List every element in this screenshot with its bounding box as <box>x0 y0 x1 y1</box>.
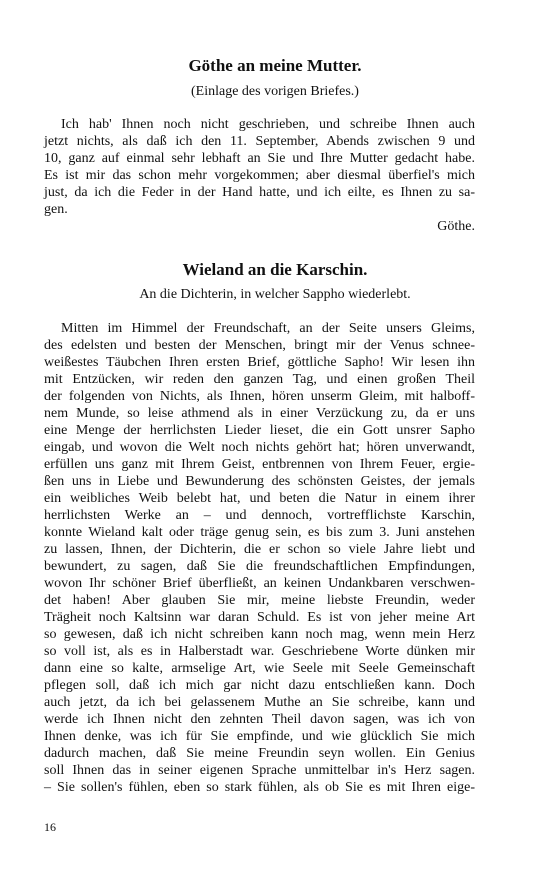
letter2-line: herrlichsten Werke an – und dennoch, vortrefflichste Karschin, <box>44 508 475 523</box>
letter2-line: werde ich Ihnen nicht den zehnten Theil davon sagen, was ich von <box>44 712 475 727</box>
letter1-title: Göthe an meine Mutter. <box>188 56 362 75</box>
letter2-line: so gewesen, daß ich nicht schreiben kann noch mag, wenn mein Herz <box>44 627 475 642</box>
letter2-line: eine Menge der herrlichsten Lieder lieset, die ein Gott unsrer Sapho <box>44 423 475 438</box>
letter2-line: auch jetzt, da ich bei gelassenem Muthe an Sie schreibe, kann und <box>44 695 475 710</box>
letter2-line: soll Ihnen das in seiner eigenen Sprache unmittelbar in's Herz sagen. <box>44 763 475 778</box>
letter2-line: nem Munde, so leise athmend als in einer Verzückung zu, da er uns <box>44 406 475 421</box>
letter2-line: zu lassen, Ihnen, der Dichterin, die er schon so viele Jahre liebt und <box>44 542 475 557</box>
letter1-line: Es ist mir das schon mehr vorgekommen; aber diesmal überfiel's mich <box>44 168 475 183</box>
letter1-line: jetzt nichts, als daß ich den 11. September, Abends zwischen 9 und <box>44 134 475 149</box>
letter2-line: pflegen soll, daß ich mich gar nicht dazu entschließen kann. Doch <box>44 678 475 693</box>
letter1-signature: Göthe. <box>437 219 475 234</box>
letter2-line: konnte Wieland kalt oder träge genug sein, es bis zum 3. Juni anstehen <box>44 525 475 540</box>
letter2-line: dann eine so kalte, armselige Art, wie Seele mit Seele Gemeinschaft <box>44 661 475 676</box>
letter1-line: just, da ich die Feder in der Hand hatte, und ich eilte, es Ihnen zu sa- <box>44 185 475 200</box>
letter2-line: der folgenden von Nichts, als Ihnen, hören unserm Gleim, mit halboff- <box>44 389 475 404</box>
letter2-line: so voll ist, als es in Halberstadt war. Geschriebene Worte dünken mir <box>44 644 475 659</box>
letter2-line: Mitten im Himmel der Freundschaft, an der Seite unsers Gleims, <box>61 321 475 336</box>
letter1-line: Ich hab' Ihnen noch nicht geschrieben, und schreibe Ihnen auch <box>61 117 475 132</box>
letter2-line: mit Entzücken, wir reden den ganzen Tag, und einen großen Theil <box>44 372 475 387</box>
letter2-line: eingab, und wovon die Welt noch nichts gehört hat; hören unverwandt, <box>44 440 475 455</box>
letter2-body <box>44 320 475 796</box>
letter1-subtitle: (Einlage des vorigen Briefes.) <box>191 84 359 99</box>
letter2-line: Trägheit noch Kaltsinn war daran Schuld. Es ist von jeher meine Art <box>44 610 475 625</box>
letter2-line: wovon Ihr schöner Brief überfließt, an keinen Undankbaren verschwen- <box>44 576 475 591</box>
page-number: 16 <box>44 820 56 834</box>
letter2-subtitle: An die Dichterin, in welcher Sappho wiederlebt. <box>139 287 411 302</box>
letter1-line: 10, ganz auf einmal sehr lebhaft an Sie und Ihre Mutter gedacht habe. <box>44 151 475 166</box>
letter2-line: ein weibliches Weib belebt hat, und beten die Natur in einem ihrer <box>44 491 475 506</box>
letter2-line: det haben! Aber glauben Sie mir, meine liebste Freundin, weder <box>44 593 475 608</box>
letter2-line: weißestes Täubchen Ihren ersten Brief, göttliche Sapho! Wir lesen ihn <box>44 355 475 370</box>
letter2-line: dadurch machen, daß Sie meine Freundin seyn wollen. Ein Genius <box>44 746 475 761</box>
letter1-line: gen. <box>44 202 68 217</box>
letter2-title: Wieland an die Karschin. <box>182 260 368 279</box>
letter2-line: erfüllen uns ganz mit Ihrem Geist, entbrennen von Ihrem Feuer, ergie- <box>44 457 475 472</box>
letter2-line: bewundert, zu sagen, daß Sie die freundschaftlichen Empfindungen, <box>44 559 475 574</box>
letter2-line: des edelsten und besten der Menschen, bringt mir der Venus schnee- <box>44 338 475 353</box>
letter1-body <box>44 116 475 218</box>
letter2-line: Ihnen denke, was ich für Sie empfinde, und wie glücklich Sie mich <box>44 729 475 744</box>
letter2-line: ßen uns in Liebe und Bewunderung des schönsten Geistes, der jemals <box>44 474 475 489</box>
letter2-line: – Sie sollen's fühlen, eben so stark fühlen, als ob Sie es mit Ihren eige- <box>44 780 475 795</box>
